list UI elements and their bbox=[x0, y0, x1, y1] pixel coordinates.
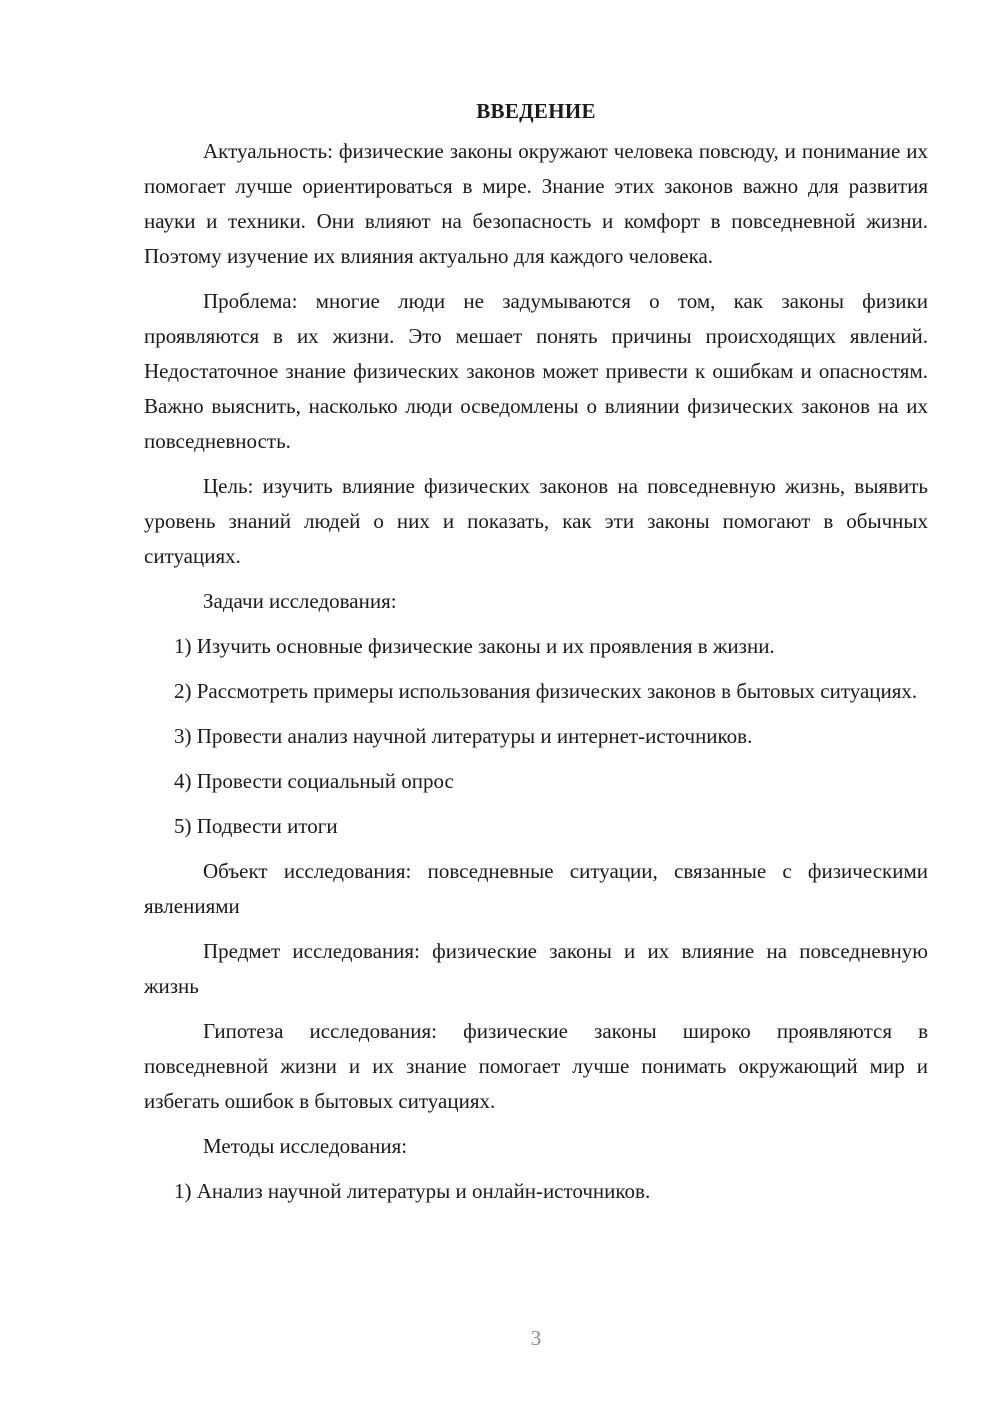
section-title: ВВЕДЕНИЕ bbox=[476, 99, 596, 123]
methods-heading: Методы исследования: bbox=[203, 1134, 408, 1158]
method-item-1: 1) Анализ научной литературы и онлайн-источников. bbox=[174, 1179, 651, 1203]
subject-paragraph: Предмет исследования: физические законы и их влияние на повседневную жизнь bbox=[144, 939, 928, 998]
page-number: 3 bbox=[530, 1326, 542, 1350]
problem-paragraph: Проблема: многие люди не задумываются о том, как законы физики проявляются в их жизни. Это мешает понять причины происходящих явлений. Недостаточное знание физических законов может привести к ошибкам и опасностям. Важно выяснить, насколько люди осведомлены о влиянии физических законов на их повседневность. bbox=[144, 289, 928, 453]
goal-paragraph: Цель: изучить влияние физических законов на повседневную жизнь, выявить уровень знаний людей о них и показать, как эти законы помогают в обычных ситуациях. bbox=[144, 474, 928, 568]
task-item-4: 4) Провести социальный опрос bbox=[174, 769, 454, 793]
task-item-3: 3) Провести анализ научной литературы и интернет-источников. bbox=[174, 724, 753, 748]
tasks-heading: Задачи исследования: bbox=[203, 589, 397, 613]
hypothesis-paragraph: Гипотеза исследования: физические законы широко проявляются в повседневной жизни и их знание помогает лучше понимать окружающий мир и избегать ошибок в бытовых ситуациях. bbox=[144, 1019, 928, 1113]
task-item-1: 1) Изучить основные физические законы и их проявления в жизни. bbox=[174, 634, 775, 658]
relevance-paragraph: Актуальность: физические законы окружают человека повсюду, и понимание их помогает лучше ориентироваться в мире. Знание этих законов важно для развития науки и техники. Они влияют на безопасность и комфорт в повседневной жизни. Поэтому изучение их влияния актуально для каждого человека. bbox=[144, 139, 928, 268]
object-paragraph: Объект исследования: повседневные ситуации, связанные с физическими явлениями bbox=[144, 859, 928, 918]
task-item-5: 5) Подвести итоги bbox=[174, 814, 338, 838]
document-page bbox=[144, 96, 928, 1219]
task-item-2: 2) Рассмотреть примеры использования физических законов в бытовых ситуациях. bbox=[174, 679, 918, 703]
